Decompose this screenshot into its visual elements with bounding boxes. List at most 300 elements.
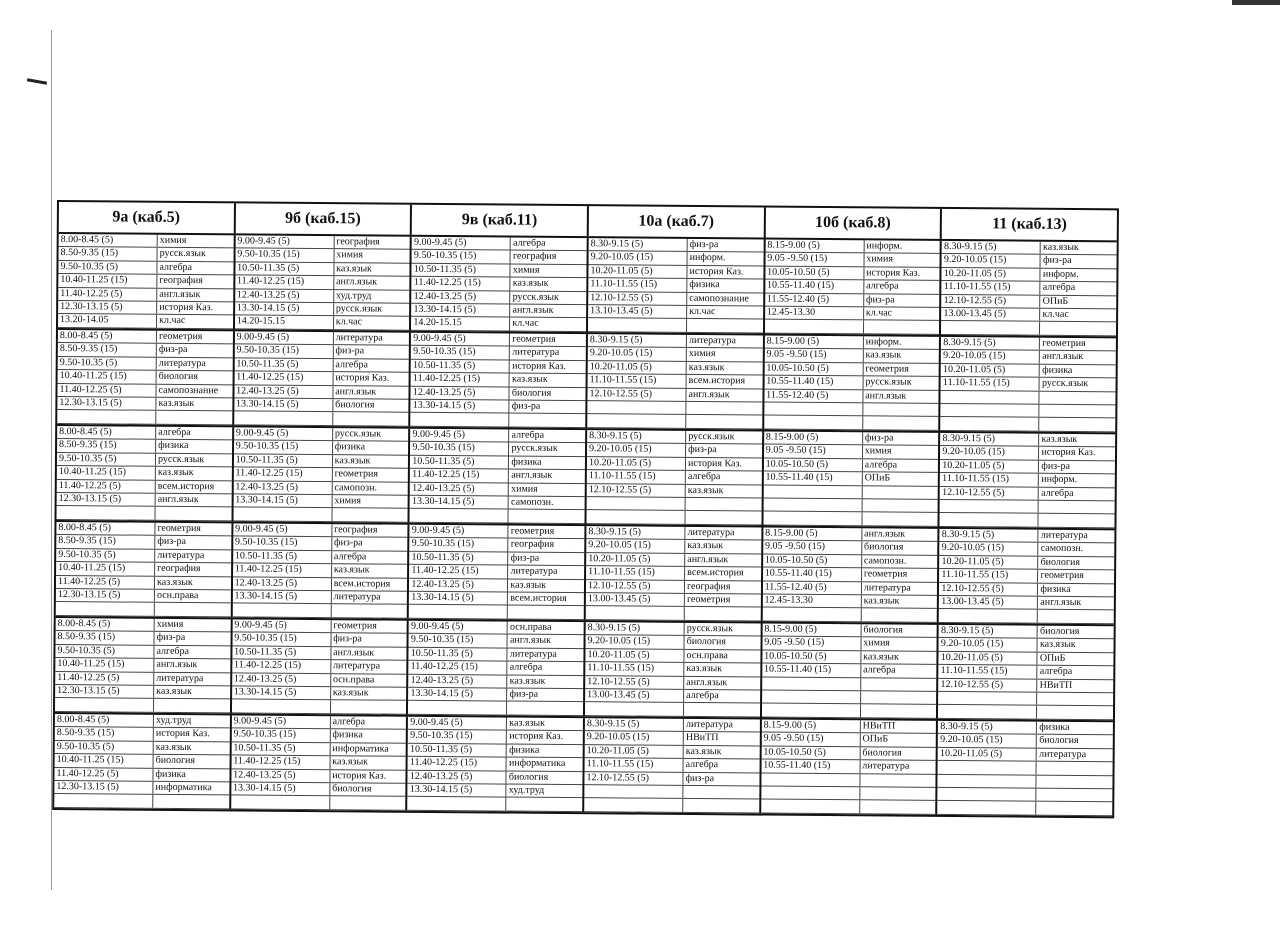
lesson-time: 12.10-12.55 (5) [588,292,687,305]
lesson-time: 9.50-10.35 (5) [58,261,157,274]
lesson-time: 13.10-13.45 (5) [588,305,687,318]
lesson-row [941,417,1116,432]
lesson-row [938,721,1113,736]
lesson-row [586,607,761,622]
lesson-subject: алгебра [509,661,543,673]
lesson-time: 11.10-11.55 (15) [585,758,684,771]
lesson-subject: физ-ра [509,688,539,700]
lesson-time: 8.00-8.45 (5) [59,234,158,247]
lesson-row [408,701,583,716]
lesson-time [763,485,862,498]
lesson-subject: каз.язык [336,262,372,275]
lesson-time: 12.40-13.25 (5) [410,482,509,495]
lesson-time: 8.00-8.45 (5) [56,522,155,535]
lesson-subject: история Каз. [155,728,210,740]
lesson-row [408,797,583,812]
lesson-row [763,485,938,500]
lesson-subject: геометрия [158,330,203,343]
lesson-subject: осн.права [332,673,375,686]
lesson-row [939,679,1114,694]
day-blocks [54,234,1116,816]
lesson-row [54,794,229,809]
lesson-time: 9.00-9.45 (5) [235,235,334,248]
lesson-time: 11.10-11.55 (15) [942,281,1041,294]
lesson-time: 8.30-9.15 (5) [589,238,688,251]
lesson-time: 8.30-9.15 (5) [587,430,686,443]
lesson-subject: литература [509,648,557,660]
class-day-cell [233,427,410,522]
lesson-time: 9.50-10.35 (15) [233,537,332,550]
lesson-time: 12.10-12.55 (5) [587,388,686,401]
lesson-time [408,701,507,714]
lesson-row [588,334,763,349]
lesson-row [762,664,937,679]
lesson-subject: осн.права [510,621,552,633]
lesson-subject: алгебра [335,358,368,371]
lesson-time [763,499,862,512]
lesson-row [762,704,937,719]
lesson-time: 9.00-9.45 (5) [232,715,331,728]
lesson-time: 12.40-13.25 (5) [232,673,331,686]
lesson-time: 11.40-12.25 (15) [410,469,509,482]
lesson-time [56,506,155,519]
lesson-subject: физика [334,441,366,453]
lesson-time [939,609,1038,622]
lesson-row [56,535,231,550]
lesson-subject: ОПиБ [862,733,889,745]
lesson-subject: алгебра [685,759,719,771]
lesson-row [764,389,939,404]
lesson-row [409,565,584,580]
lesson-row [58,357,233,372]
lesson-row [940,433,1115,448]
lesson-subject: русск.язык [334,428,382,440]
lesson-row [59,247,234,262]
lesson-row [233,481,408,496]
lesson-row [940,529,1115,544]
lesson-row [57,466,232,481]
class-day-cell [411,333,588,428]
lesson-row [54,768,229,783]
lesson-subject: алгебра [513,237,546,249]
lesson-subject: алгебра [863,664,896,676]
lesson-subject: физ-ра [864,432,894,444]
lesson-subject: литература [688,334,737,347]
lesson-subject [508,606,584,619]
lesson-subject: ОПиБ [864,472,891,484]
lesson-time [410,509,509,522]
lesson-time: 11.55-12.40 (5) [764,389,863,402]
lesson-row [412,237,587,252]
lesson-time: 11.40-12.25 (5) [58,288,157,301]
lesson-row [941,321,1116,336]
lesson-time: 11.40-12.25 (5) [57,480,156,493]
lesson-subject: литература [158,357,206,369]
lesson-time: 8.50-9.35 (15) [56,535,155,548]
lesson-row [761,746,936,761]
lesson-time: 8.50-9.35 (15) [57,439,156,452]
lesson-time [762,704,861,717]
lesson-row [235,331,410,346]
lesson-time: 11.10-11.55 (15) [939,665,1038,678]
lesson-time: 11.40-12.25 (5) [55,672,154,685]
lesson-row [410,538,585,553]
lesson-time: 10.55-11.40 (15) [762,664,861,677]
lesson-time: 13.30-14.15 (5) [234,398,333,411]
lesson-row [939,596,1114,611]
lesson-row [588,361,763,376]
lesson-time: 9.00-9.45 (5) [233,523,332,536]
lesson-time: 8.30-9.15 (5) [942,241,1041,254]
lesson-row [938,705,1113,720]
lesson-subject: каз.язык [1043,241,1079,254]
lesson-subject: литература [510,565,558,578]
lesson-subject: англ.язык [1040,596,1082,609]
lesson-time: 12.10-12.55 (5) [940,487,1039,500]
lesson-row [56,631,231,646]
lesson-row [587,484,762,499]
lesson-row [57,453,232,468]
lesson-time: 11.40-12.25 (15) [412,277,511,290]
lesson-time: 12.40-13.25 (5) [408,770,507,783]
class-day-cell [763,432,940,527]
lesson-time [938,705,1037,718]
lesson-subject [861,609,937,622]
lesson-subject: каз.язык [688,361,725,374]
lesson-row [586,526,761,541]
lesson-subject: история Каз. [512,360,567,372]
lesson-subject: алгебра [159,261,193,273]
lesson-row [585,718,760,733]
lesson-subject: история Каз. [335,372,390,384]
lesson-time: 9.50-10.35 (15) [412,250,511,263]
lesson-subject: каз.язык [865,349,902,362]
lesson-time: 9.50-10.35 (15) [232,633,331,646]
lesson-row [939,665,1114,680]
lesson-subject: геометрия [157,522,201,535]
lesson-time: 8.30-9.15 (5) [940,529,1039,542]
lesson-subject: алгебра [156,645,190,657]
lesson-row [409,578,584,593]
lesson-row [942,281,1117,296]
lesson-subject: англ.язык [335,385,377,398]
lesson-row [57,439,232,454]
lesson-row [408,757,583,772]
lesson-row [409,621,584,636]
lesson-subject [686,511,762,524]
lesson-subject: география [334,524,378,536]
lesson-row [584,799,759,814]
lesson-subject: англ.язык [509,634,552,647]
lesson-time: 9.00-9.45 (5) [235,331,334,344]
lesson-subject: информ. [1042,268,1079,280]
lesson-subject: кл.час [335,316,363,328]
lesson-row [764,416,939,431]
lesson-subject: физ-ра [335,345,365,357]
lesson-time: 8.15-9.00 (5) [765,336,864,349]
lesson-time: 12.40-13.25 (5) [409,674,508,687]
lesson-time: 9.00-9.45 (5) [410,525,509,538]
lesson-time: 8.00-8.45 (5) [55,714,154,727]
lesson-subject [683,786,759,799]
lesson-subject: физика [1039,721,1070,733]
schedule-table [52,200,1119,818]
lesson-subject: геометрия [686,593,731,606]
lesson-row [409,661,584,676]
lesson-subject [332,509,408,522]
lesson-time [54,794,153,807]
lesson-subject: ОПиБ [1039,652,1066,664]
lesson-time: 9.50-10.35 (15) [411,346,510,359]
lesson-row [764,376,939,391]
lesson-subject: самопозн. [1040,543,1084,555]
lesson-row [408,744,583,759]
lesson-time: 10.50-11.35 (5) [233,550,332,563]
lesson-row [762,608,937,623]
lesson-time: 11.40-12.25 (15) [231,756,330,769]
lesson-row [234,398,409,413]
lesson-time: 8.15-9.00 (5) [765,240,864,253]
lesson-subject: алгебра [866,280,899,292]
lesson-row [54,781,229,796]
lesson-time: 11.40-12.25 (5) [54,768,153,781]
lesson-subject: химия [159,234,187,247]
lesson-subject: алгебра [511,429,545,441]
class-day-cell [586,526,763,621]
lesson-row [587,415,762,430]
lesson-subject [862,513,938,526]
lesson-time: 11.55-12.40 (5) [763,581,862,594]
lesson-subject [507,702,583,715]
lesson-row [56,522,231,537]
lesson-row [761,787,936,802]
lesson-time: 11.40-12.25 (15) [409,565,508,578]
lesson-subject: самопознание [158,384,219,396]
lesson-subject: информатика [155,781,212,794]
lesson-time [938,801,1037,814]
lesson-time [938,774,1037,787]
lesson-subject: биология [332,783,372,795]
class-day-cell [762,624,939,719]
lesson-row [941,391,1116,406]
lesson-subject: англ.язык [865,389,907,402]
class-day-cell [587,334,764,429]
lesson-row [411,400,586,415]
lesson-row [231,782,406,797]
lesson-subject: англ.язык [687,553,729,566]
lesson-subject [1037,706,1113,719]
lesson-subject: кл.час [865,307,893,319]
lesson-subject [1037,693,1113,706]
lesson-subject: физика [155,768,186,780]
lesson-row [939,556,1114,571]
lesson-row [409,648,584,663]
lesson-subject [863,417,939,430]
lesson-row [411,333,586,348]
lesson-time: 11.40-12.25 (15) [235,276,334,289]
lesson-row [765,253,940,268]
class-day-cell [232,523,409,618]
lesson-row [234,427,409,442]
class-header-9v: 9в (каб.11) [412,205,589,236]
lesson-time: 12.10-12.55 (5) [942,295,1041,308]
lesson-time: 10.50-11.35 (5) [408,744,507,757]
class-day-cell [588,238,765,333]
lesson-subject: каз.язык [158,397,195,410]
class-day-cell [231,715,408,810]
lesson-subject: русск.язык [686,622,734,635]
lesson-time: 10.50-11.35 (5) [235,262,334,275]
lesson-time: 10.40-11.25 (15) [55,658,154,671]
day-block [56,426,1115,530]
lesson-time: 9.00-9.45 (5) [232,619,331,632]
class-day-cell [765,240,942,335]
lesson-time [411,413,510,426]
lesson-subject: каз.язык [1041,433,1078,446]
lesson-row [234,372,409,387]
lesson-row [585,745,760,760]
lesson-time [588,319,687,332]
lesson-subject: самопозн. [511,496,554,508]
lesson-subject: информатика [332,742,389,755]
lesson-subject: биология [508,771,549,783]
lesson-subject [684,703,760,716]
lesson-time: 12.10-12.55 (5) [586,580,685,593]
class-header-10a: 10а (каб.7) [589,206,766,237]
lesson-row [588,278,763,293]
lesson-time: 11.40-12.25 (15) [234,372,333,385]
lesson-time: 9.50-10.35 (15) [234,441,333,454]
lesson-row [586,593,761,608]
lesson-time: 9.20-10.05 (15) [587,444,686,457]
lesson-row [762,624,937,639]
lesson-subject: информатика [508,757,566,770]
lesson-subject: кл.час [1042,308,1069,320]
lesson-row [764,432,939,447]
lesson-subject: геометрия [333,620,377,632]
lesson-row [409,605,584,620]
lesson-row [57,480,232,495]
lesson-time: 9.50-10.35 (5) [55,741,154,754]
lesson-row [939,625,1114,640]
lesson-subject: физика [511,456,542,468]
lesson-time: 10.50-11.35 (5) [234,454,333,467]
day-block [54,714,1113,816]
lesson-subject: русск.язык [1041,377,1089,390]
lesson-time: 10.20-11.05 (5) [585,649,684,662]
lesson-row [941,350,1116,365]
lesson-time: 11.55-12.40 (5) [765,293,864,306]
lesson-subject: геометрия [865,363,909,375]
lesson-row [587,444,762,459]
lesson-subject: информ. [1041,473,1078,486]
lesson-row [411,413,586,428]
lesson-time [941,404,1040,417]
lesson-row [232,686,407,701]
lesson-row [584,785,759,800]
lesson-time: 10.20-11.05 (5) [938,748,1037,761]
lesson-row [408,717,583,732]
lesson-time: 10.05-10.50 (5) [764,362,863,375]
lesson-time: 14.20-15.15 [411,317,510,330]
class-day-cell [408,717,585,812]
lesson-row [765,280,940,295]
day-block [55,618,1114,722]
lesson-row [938,801,1113,816]
class-header-9a: 9а (каб.5) [59,202,236,233]
lesson-subject: каз.язык [687,540,724,552]
lesson-row [58,370,233,385]
lesson-time: 13.00-13.45 (5) [586,593,685,606]
lesson-time [762,608,861,621]
lesson-subject: история Каз. [159,301,214,314]
lesson-time [232,700,331,713]
lesson-time: 9.00-9.45 (5) [411,333,510,346]
lesson-subject [862,499,938,512]
lesson-subject: химия [688,348,716,360]
lesson-row [235,302,410,317]
class-day-cell [55,618,232,713]
lesson-subject: англ.язык [159,288,201,300]
lesson-subject [1039,514,1115,527]
lesson-time [938,761,1037,774]
lesson-row [765,336,940,351]
lesson-subject [155,603,231,616]
lesson-subject: худ.труд [508,784,545,796]
lesson-row [765,266,940,281]
lesson-subject: история Каз. [687,457,742,470]
lesson-subject: физ-ра [510,552,540,564]
lesson-time: 9.05 -9.50 (15) [764,349,863,362]
lesson-subject: физ-ра [334,537,363,549]
lesson-subject: каз.язык [509,675,546,687]
lesson-row [940,542,1115,557]
lesson-time: 10.40-11.25 (15) [55,754,154,767]
lesson-time: 8.15-9.00 (5) [764,432,863,445]
lesson-subject: литература [157,549,205,561]
lesson-row [588,319,763,334]
lesson-row [763,595,938,610]
lesson-row [410,442,585,457]
lesson-time: 9.50-10.35 (5) [55,645,154,658]
lesson-time [234,412,333,425]
lesson-subject: каз.язык [1039,639,1076,651]
lesson-subject: каз.язык [333,564,370,576]
class-day-cell [56,522,233,617]
lesson-time [941,417,1040,430]
class-day-cell [411,237,588,332]
lesson-time: 8.00-8.45 (5) [56,618,155,631]
lesson-subject: география [510,538,555,551]
lesson-subject [861,705,937,718]
lesson-row [234,345,409,360]
day-block [58,234,1117,338]
lesson-time: 12.40-13.25 (5) [412,290,511,303]
lesson-subject [1040,405,1116,418]
lesson-row [585,732,760,747]
lesson-row [55,658,230,673]
lesson-subject: физ-ра [511,400,541,412]
lesson-time: 9.20-10.05 (15) [939,638,1038,651]
lesson-time: 11.40-12.25 (15) [233,564,332,577]
lesson-subject: алгебра [1042,281,1076,294]
lesson-time [408,797,507,810]
lesson-subject: литература [862,760,910,772]
lesson-subject: химия [511,483,538,495]
lesson-row [55,741,230,756]
lesson-subject: англ.язык [156,658,198,671]
lesson-time: 8.30-9.15 (5) [586,622,685,635]
